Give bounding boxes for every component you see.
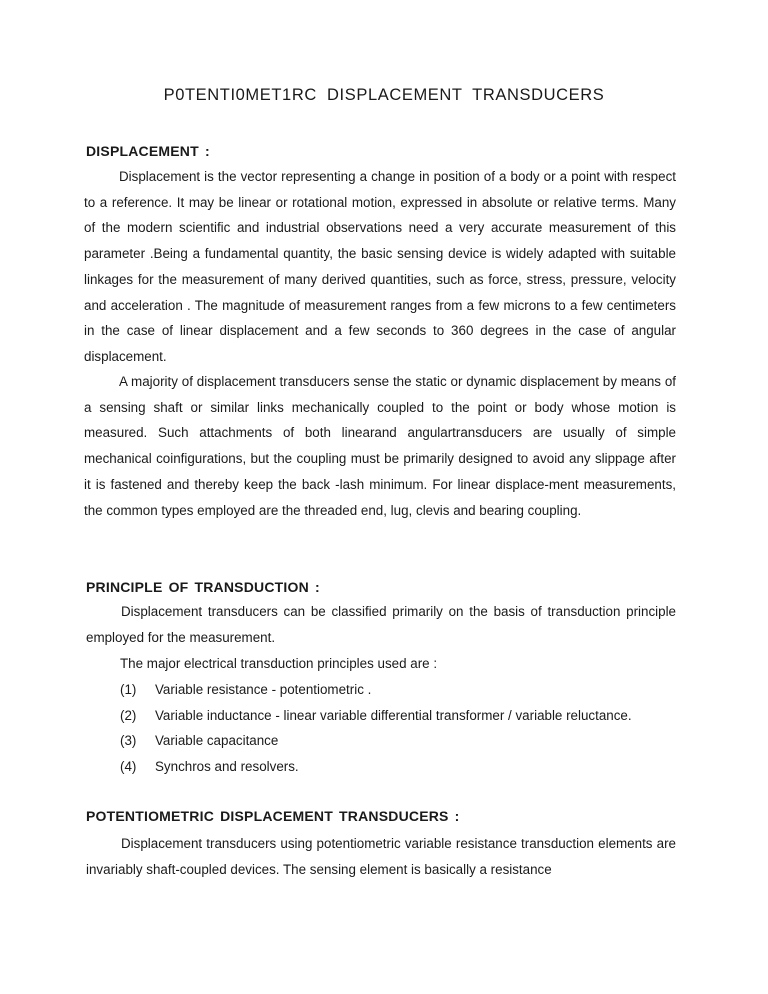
list-item-text: Variable resistance - potentiometric . — [155, 682, 372, 697]
paragraph-displacement-definition: Displacement is the vector representing a change in position of a body or a point with respect to a reference. It may be linear or rotational motion, expressed in absolute or relative terms. Many of the modern scientific and industrial observations need a very accurate measurement of this parameter .Being a fundamental quantity, the basic sensing device is widely adapted with suitable linkages for the measurement of many derived quantities, such as force, stress, pressure, velocity and acceleration . The magnitude of measurement ranges from a few microns to a few centimeters in the case of linear displacement and a few seconds to 360 degrees in the case of angular displacement. — [84, 169, 676, 364]
list-item-text: Variable inductance - linear variable differential transformer / variable reluctance. — [155, 707, 632, 723]
paragraph-potentiometric: Displacement transducers using potentiometric variable resistance transduction elements are invariably shaft-coupled devices. The sensing element is basically a resistance — [86, 836, 676, 877]
list-item — [120, 680, 632, 706]
list-item-text: Variable capacitance — [155, 733, 279, 749]
list-item-number: (4) — [120, 759, 137, 775]
list-item-number: (2) — [120, 707, 137, 723]
list-item-number: (1) — [120, 682, 137, 697]
section-heading-principle: PRINCIPLE OF TRANSDUCTION : — [86, 579, 320, 595]
section-heading-displacement: DISPLACEMENT : — [86, 143, 210, 159]
list-item-text: Synchros and resolvers. — [155, 759, 299, 775]
paragraph-displacement-transducers: A majority of displacement transducers sense the static or dynamic displacement by means of a sensing shaft or similar links mechanically coupled to the point or body whose motion is measured. Such attachments of both linearand angulartransducers are usually of simple mechanical coinfigurations, but the coupling must be primarily designed to avoid any slippage after it is fastened and thereby keep the back -lash minimum. For linear displace-ment measurements, the common types employed are the threaded end, lug, clevis and bearing coupling. — [84, 374, 676, 518]
paragraph-classification: Displacement transducers can be classified primarily on the basis of transduction principle employed for the measurement. — [86, 604, 676, 645]
list-item — [120, 731, 632, 757]
list-item-number: (3) — [120, 733, 137, 749]
section-heading-potentiometric: POTENTIOMETRIC DISPLACEMENT TRANSDUCERS : — [86, 808, 460, 824]
list-item — [120, 706, 632, 732]
list-intro: The major electrical transduction principles used are : — [120, 656, 438, 671]
transduction-principles-list — [120, 680, 632, 783]
list-item — [120, 757, 632, 783]
page-title: P0TENTI0MET1RC DISPLACEMENT TRANSDUCERS — [163, 86, 605, 104]
